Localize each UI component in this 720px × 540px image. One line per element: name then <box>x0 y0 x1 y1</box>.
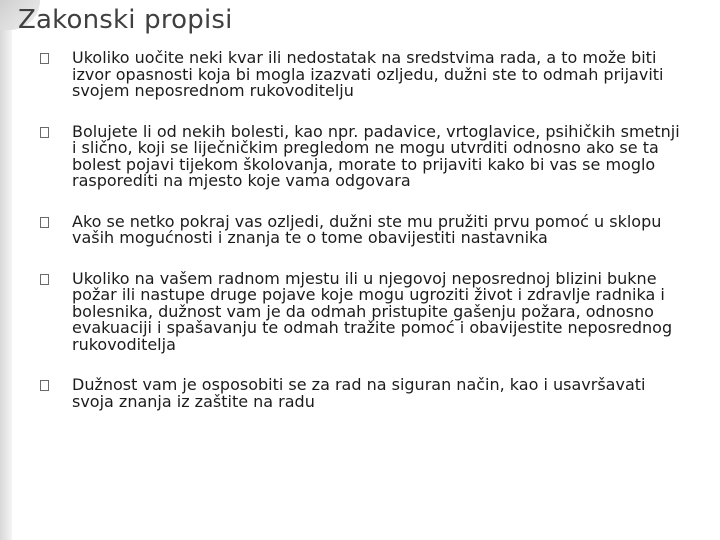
list-item-text: Ako se netko pokraj vas ozljedi, dužni ste mu pružiti prvu pomoć u sklopu vaših mogućnosti i znanja te o tome obavijestiti nastavnika <box>72 211 662 247</box>
list-item <box>40 121 680 190</box>
list-item <box>40 211 680 247</box>
list-item-text: Dužnost vam je osposobiti se za rad na siguran način, kao i usavršavati svoja znanja iz zaštite na radu <box>72 375 646 411</box>
square-bullet-icon <box>40 127 49 138</box>
list-item <box>40 268 680 354</box>
square-bullet-icon <box>40 274 49 285</box>
list-item-text: Bolujete li od nekih bolesti, kao npr. padavice, vrtoglavice, psihičkih smetnji i slično, koji se liječničkim pregledom ne mogu utvrditi odnosno ako se ta bolest pojavi tijekom školovanja, morate to prijaviti kako bi vas se moglo rasporediti na mjesto koje vama odgovara <box>72 121 680 190</box>
decorative-side-bar <box>0 0 12 540</box>
bullet-list <box>40 50 680 434</box>
square-bullet-icon <box>40 53 49 64</box>
slide-title: Zakonski propisi <box>18 5 233 35</box>
list-item <box>40 50 680 100</box>
list-item-text: Ukoliko na vašem radnom mjestu ili u njegovoj neposrednoj blizini bukne požar ili nastupe druge pojave koje mogu ugroziti život i zdravlje radnika i bolesnika, dužnost vam je da odmah pristupite gašenju požara, odnosno evakuaciji i spašavanju te odmah tražite pomoć i obavijestite neposrednog rukovoditelja <box>72 268 673 354</box>
square-bullet-icon <box>40 380 49 391</box>
list-item-text: Ukoliko uočite neki kvar ili nedostatak na sredstvima rada, a to može biti izvor opasnosti koja bi mogla izazvati ozljedu, dužni ste to odmah prijaviti svojem neposrednom rukovoditelju <box>72 48 664 100</box>
square-bullet-icon <box>40 217 49 228</box>
list-item <box>40 377 680 410</box>
